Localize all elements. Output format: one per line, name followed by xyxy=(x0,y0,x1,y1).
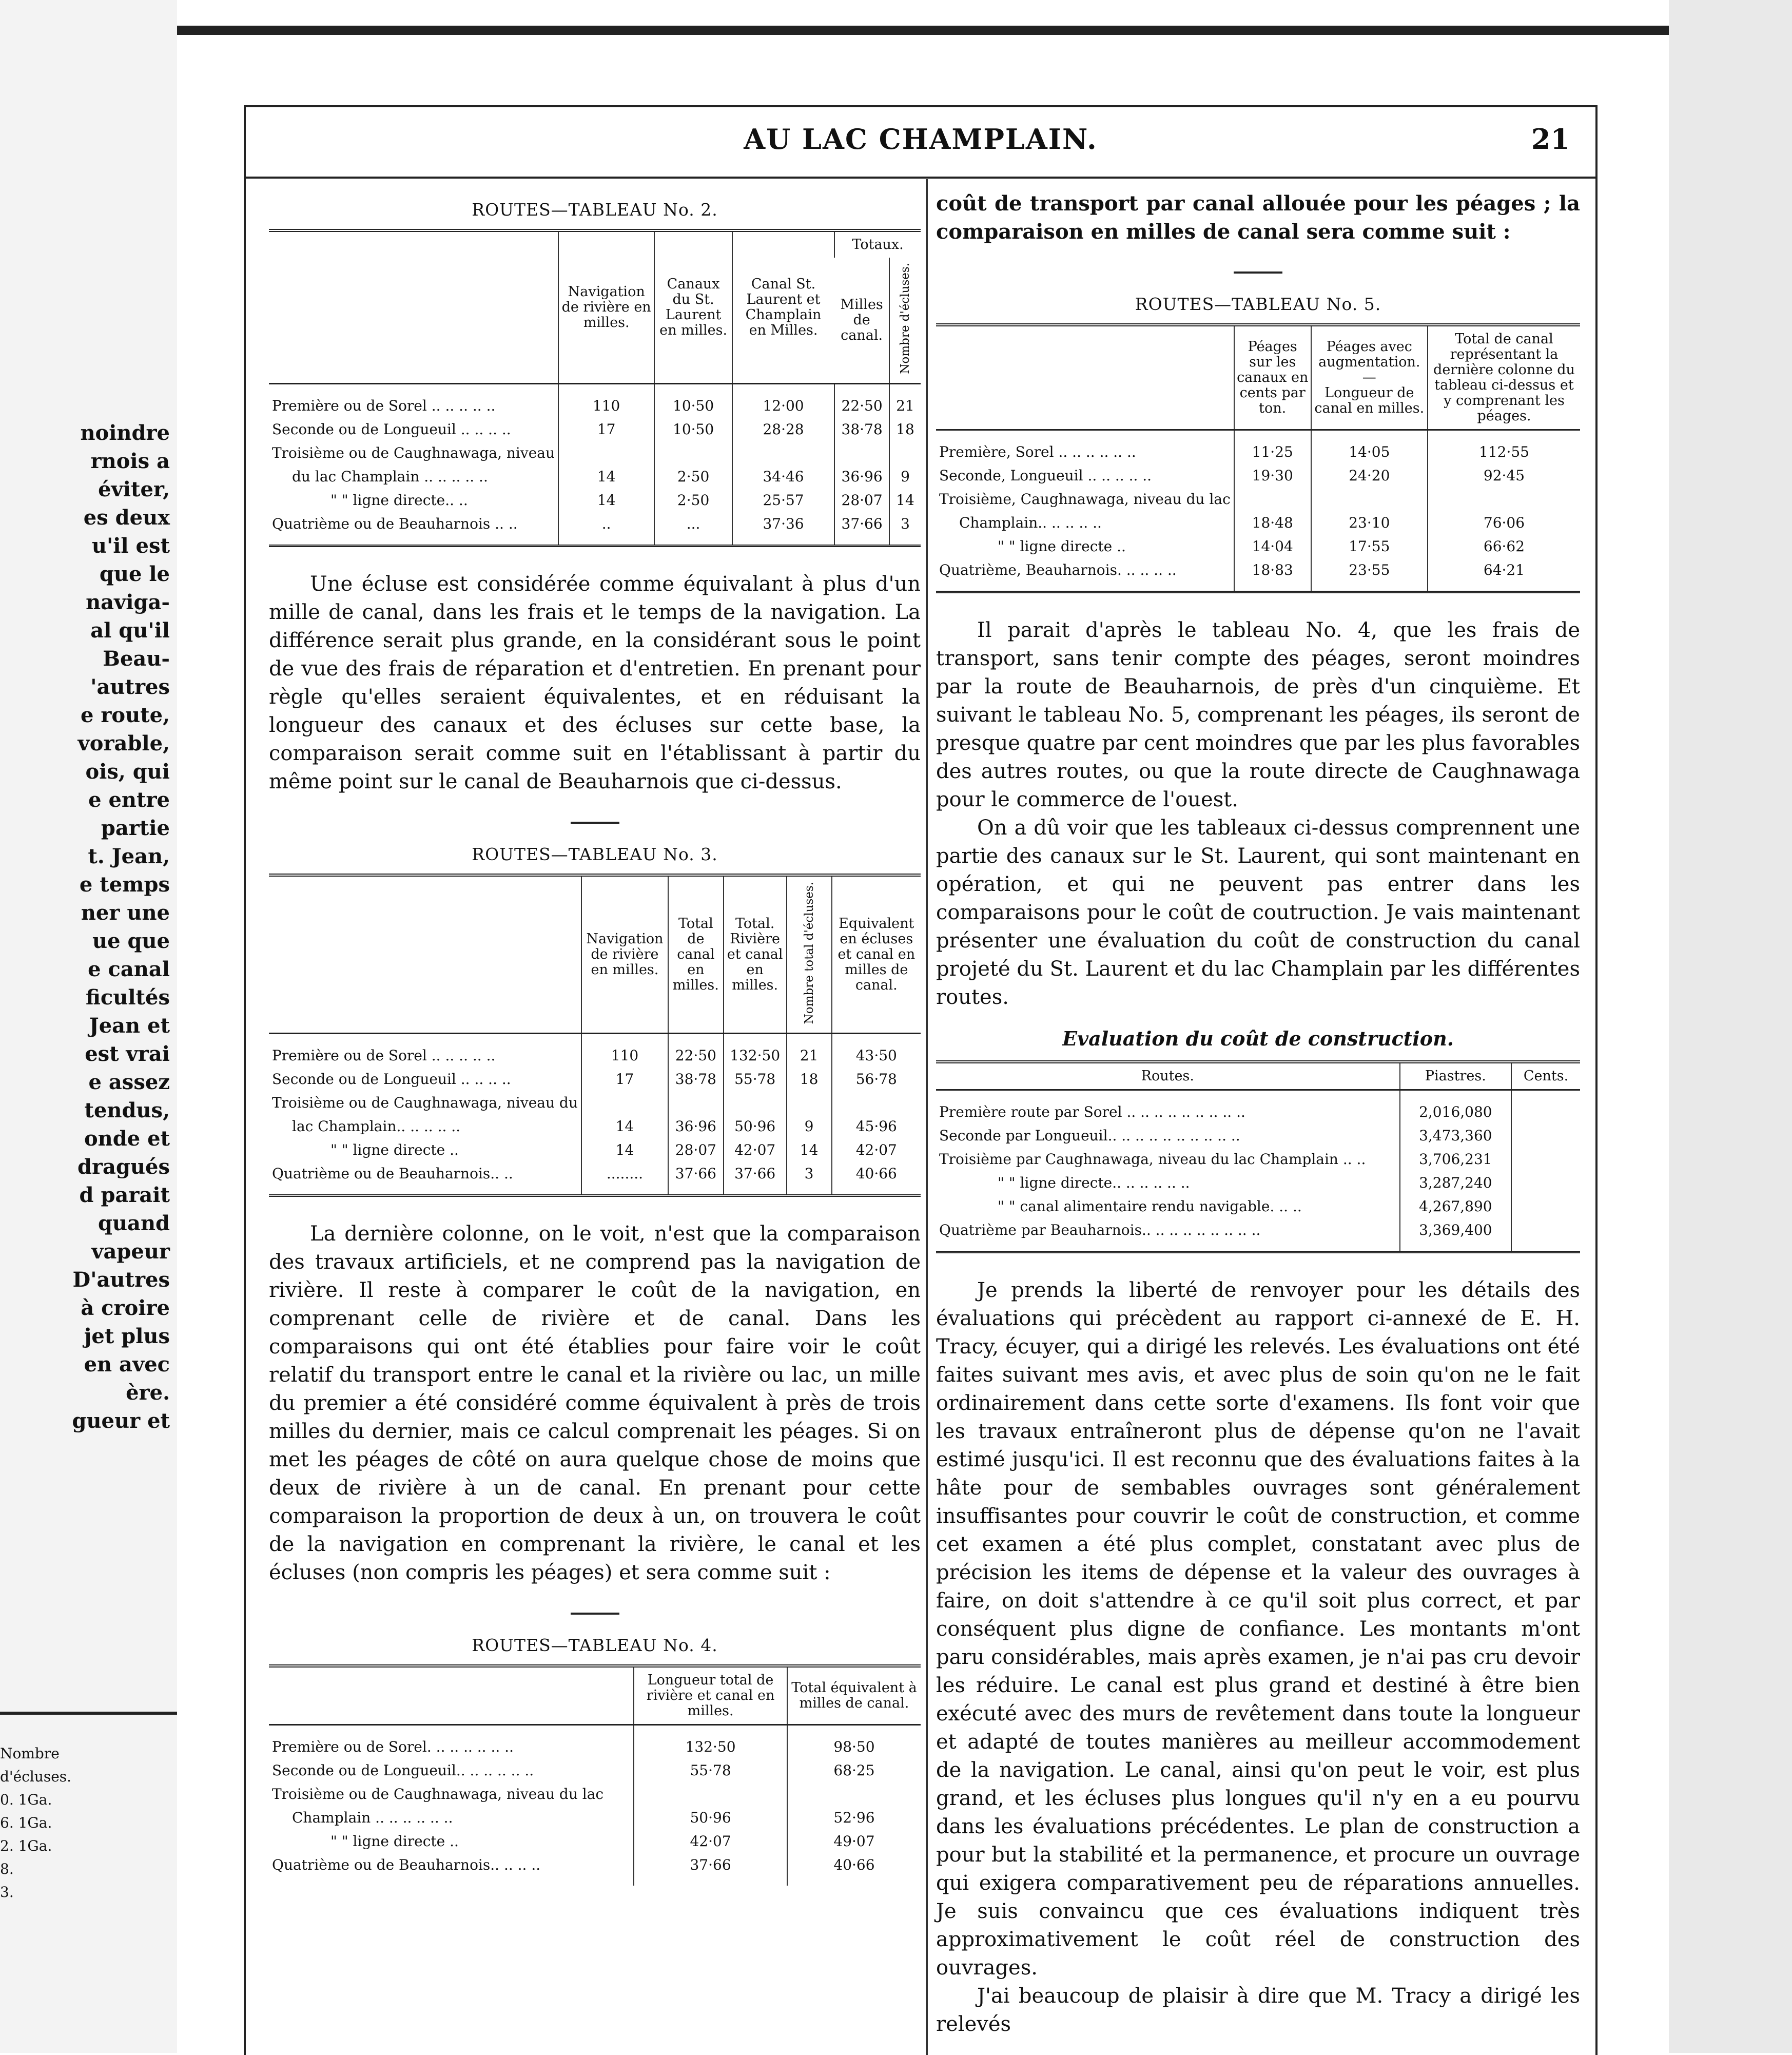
adjacent-text-line: que le xyxy=(99,562,170,586)
page-header xyxy=(246,107,1595,179)
adjacent-text-line: e entre xyxy=(88,788,170,812)
cell-total: 50·96 xyxy=(724,1115,787,1138)
adjacent-page-right xyxy=(1664,0,1792,2053)
cell-nav: 110 xyxy=(558,383,654,418)
adjacent-text-line: e route, xyxy=(80,703,170,727)
table3-header-total: Total. Rivière et canal en milles. xyxy=(724,875,787,1034)
cell-total_canal: 37·66 xyxy=(668,1162,724,1196)
table-row xyxy=(269,1138,921,1162)
cell-total: 112·55 xyxy=(1428,430,1580,464)
row-label: Seconde, Longueuil .. .. .. .. .. xyxy=(939,467,1152,484)
cell-longueur xyxy=(634,1782,787,1806)
running-title: AU LAC CHAMPLAIN. xyxy=(744,123,1098,156)
cell-total: 52·96 xyxy=(787,1806,921,1830)
adjacent-text-line: à croire xyxy=(81,1296,170,1320)
cell-total: 49·07 xyxy=(787,1830,921,1853)
page-number: 21 xyxy=(1531,123,1570,156)
cell-ecluses: 9 xyxy=(889,465,921,489)
adjacent-text-line: Nombre xyxy=(0,1745,60,1762)
adjacent-text-line: 6. 1Ga. xyxy=(0,1814,52,1831)
row-label: " " canal alimentaire rendu navigable. .. .. xyxy=(998,1198,1302,1215)
table4 xyxy=(269,1664,921,1886)
table3-body xyxy=(269,1034,921,1196)
cell-longueur: 23·55 xyxy=(1311,558,1428,592)
table2-header-totaux: Totaux. xyxy=(834,230,921,258)
adjacent-text-line: gueur et xyxy=(72,1409,170,1433)
cell-nav: 110 xyxy=(581,1034,668,1068)
cell-equiv: 56·78 xyxy=(832,1068,921,1091)
cell-equiv: 42·07 xyxy=(832,1138,921,1162)
cell-nav: .. xyxy=(558,512,654,546)
table-row xyxy=(936,535,1580,558)
row-label: Quatrième ou de Beauharnois .. .. xyxy=(272,515,518,532)
adjacent-text-line: ue que xyxy=(92,929,170,953)
table3-header-equiv: Equivalent en écluses et canal en milles de canal. xyxy=(832,875,921,1034)
cell-total: 68·25 xyxy=(787,1759,921,1782)
cell-nav xyxy=(581,1091,668,1115)
row-label: Première ou de Sorel .. .. .. .. .. xyxy=(269,383,558,418)
adjacent-text-line: d'écluses. xyxy=(0,1768,72,1785)
adjacent-text-line: al qu'il xyxy=(90,618,170,643)
table3-header-total-canal: Total de canal en milles. xyxy=(668,875,724,1034)
cell-nav: 14 xyxy=(581,1115,668,1138)
cell-piastres: 4,267,890 xyxy=(1400,1195,1512,1218)
table-row xyxy=(269,465,921,489)
table-row xyxy=(269,1759,921,1782)
cell-total_canal xyxy=(668,1091,724,1115)
cell-piastres: 3,369,400 xyxy=(1400,1218,1512,1252)
cell-total_canal: 28·07 xyxy=(668,1138,724,1162)
row-label: Seconde ou de Longueuil.. .. .. .. .. .. xyxy=(272,1762,534,1779)
cell-milles: 37·66 xyxy=(834,512,889,546)
adjacent-text-line: Jean et xyxy=(89,1014,170,1038)
row-label: Première ou de Sorel. .. .. .. .. .. .. xyxy=(269,1725,634,1759)
table2-header-canaux: Canaux du St. Laurent en milles. xyxy=(654,230,732,383)
cell-canaux: ... xyxy=(654,512,732,546)
cell-ecluses: 21 xyxy=(787,1034,832,1068)
row-label: " " ligne directe .. xyxy=(330,1833,459,1850)
adjacent-text-line: dragués xyxy=(77,1155,170,1179)
cell-canaux: 10·50 xyxy=(654,383,732,418)
cell-canal: 12·00 xyxy=(732,383,834,418)
cell-canaux: 10·50 xyxy=(654,418,732,441)
adjacent-text-line: naviga- xyxy=(86,590,170,614)
table5-header-total: Total de canal représentant la dernière colonne du tableau ci-dessus et y comprenant les péages. xyxy=(1428,325,1580,430)
page xyxy=(177,0,1669,2053)
cell-total xyxy=(724,1091,787,1115)
table5 xyxy=(936,323,1580,593)
adjacent-text-line: 3. xyxy=(0,1884,14,1901)
row-label: Seconde ou de Longueuil .. .. .. .. xyxy=(272,1071,511,1088)
paragraph-5: On a dû voir que les tableaux ci-dessus comprennent une partie des canaux sur le St. Laurent, qui sont maintenant en opération, et qui ne peuvent pas entrer dans les comparaisons pour le coût de coutruction. Je vais maintenant présenter une évaluation du coût de construction du canal projeté du St. Laurent et du lac Champlain par les différentes routes. xyxy=(936,816,1580,1009)
paragraph-7: J'ai beaucoup de plaisir à dire que M. Tracy a dirigé les relevés xyxy=(936,1984,1580,2036)
cell-total xyxy=(1428,488,1580,511)
cell-cents xyxy=(1511,1090,1580,1125)
cell-total: 42·07 xyxy=(724,1138,787,1162)
right-column xyxy=(936,189,1580,2039)
row-label: Quatrième ou de Beauharnois.. .. xyxy=(272,1165,513,1182)
cell-ecluses: 21 xyxy=(889,383,921,418)
adjacent-text-line: partie xyxy=(101,816,170,840)
row-label: Quatrième, Beauharnois. .. .. .. .. xyxy=(939,561,1177,578)
cell-longueur: 55·78 xyxy=(634,1759,787,1782)
cell-canaux: 2·50 xyxy=(654,465,732,489)
cell-canaux xyxy=(654,441,732,465)
table5-header-longueur: Longueur de canal en milles. xyxy=(1314,385,1425,416)
cell-milles: 22·50 xyxy=(834,383,889,418)
table-row xyxy=(269,441,921,465)
paragraph-4: Il parait d'après le tableau No. 4, que les frais de transport, sans tenir compte des péages, seront moindres par la route de Beauharnois, de près d'un cinquième. Et suivant le tableau No. 5, comprenant les péages, ils seront de presque quatre par cent moindres que par les plus favorables des autres routes, ou que la route directe de Caughnawaga pour le commerce de l'ouest. xyxy=(936,618,1580,811)
table-row xyxy=(269,1725,921,1759)
cell-ecluses xyxy=(889,441,921,465)
cell-total: 40·66 xyxy=(787,1853,921,1886)
table-row xyxy=(936,1148,1580,1171)
cell-milles: 36·96 xyxy=(834,465,889,489)
row-label: " " ligne directe.. .. .. .. .. .. xyxy=(998,1174,1190,1191)
left-column xyxy=(269,189,921,1886)
table-row xyxy=(269,418,921,441)
cell-longueur: 17·55 xyxy=(1311,535,1428,558)
paragraph-6: Je prends la liberté de renvoyer pour les détails des évaluations qui précèdent au rapport ci-annexé de E. H. Tracy, écuyer, qui a dirigé les relevés. Les évaluations ont été faites suivant mes avis, et avec plus de soin qu'on ne le fait ordinairement dans cette sorte d'examens. Ils font voir que les travaux entraîneront plus de dépense qu'on ne l'avait estimé jusqu'ici. Il est reconnu que des évaluations faites à la hâte pour de sembables ouvrages sont généralement insuffisantes pour couvrir le coût de construction, et comme cet examen a été plus complet, constatant avec plus de précision les items de dépense et la valeur des ouvrages à faire, on doit s'attendre à ce qu'il soit plus correct, et par conséquent plus digne de confiance. Les montants m'ont paru considérables, mais après examen, je n'ai pas cru devoir les réduire. Le canal est plus grand et destiné à être bien exécuté avec des murs de revêtement dans toute la longueur et adapté de toutes manières au meilleur accommodement de la navigation. Le canal, ainsi qu'on peut le voir, est plus grand, et les écluses plus longues qu'il n'y en a eu pourvu dans les évaluations précédentes. Le plan de construction a pour but la stabilité et la permanence, et procure un ouvrage qui exigera comparativement peu de réparations annuelles. Je suis convaincu que ces évaluations indiquent très approximativement le coût réel de construction des ouvrages. xyxy=(936,1278,1580,1980)
adjacent-text-line: t. Jean, xyxy=(88,844,170,868)
row-label: Quatrième par Beauharnois.. .. .. .. .. .. .. .. .. xyxy=(939,1222,1261,1238)
cell-cents xyxy=(1511,1124,1580,1148)
table-row xyxy=(269,1068,921,1091)
adjacent-text-line: noindre xyxy=(80,421,170,445)
table3-header-nav: Navigation de rivière en milles. xyxy=(581,875,668,1034)
table-row xyxy=(936,1195,1580,1218)
adjacent-text-line: onde et xyxy=(84,1127,170,1151)
cell-canal: 37·36 xyxy=(732,512,834,546)
evaluation-table xyxy=(936,1060,1580,1253)
adjacent-text-line: ficultés xyxy=(85,985,170,1010)
row-label: Première, Sorel .. .. .. .. .. .. xyxy=(936,430,1234,464)
table-row xyxy=(269,1115,921,1138)
adjacent-text-line: ère. xyxy=(126,1381,170,1405)
cell-longueur: 37·66 xyxy=(634,1853,787,1886)
cell-total_canal: 22·50 xyxy=(668,1034,724,1068)
cell-nav: 17 xyxy=(558,418,654,441)
cell-total_canal: 36·96 xyxy=(668,1115,724,1138)
cell-total: 66·62 xyxy=(1428,535,1580,558)
paragraph-3: coût de transport par canal allouée pour les péages ; la comparaison en milles de canal sera comme suit : xyxy=(936,191,1580,244)
table-row xyxy=(936,558,1580,592)
row-label: Première ou de Sorel .. .. .. .. .. xyxy=(269,1034,581,1068)
section-rule xyxy=(1234,272,1282,274)
table-row xyxy=(936,488,1580,511)
cell-peages: 19·30 xyxy=(1234,464,1311,488)
table-row xyxy=(936,464,1580,488)
adjacent-text-line: vapeur xyxy=(91,1239,170,1264)
cell-longueur: 42·07 xyxy=(634,1830,787,1853)
cell-peages: 11·25 xyxy=(1234,430,1311,464)
table3 xyxy=(269,874,921,1197)
cell-ecluses: 14 xyxy=(787,1138,832,1162)
table-row xyxy=(936,1171,1580,1195)
cell-total: 92·45 xyxy=(1428,464,1580,488)
table-row xyxy=(936,1124,1580,1148)
cell-total: 132·50 xyxy=(724,1034,787,1068)
cell-peages: 18·48 xyxy=(1234,511,1311,535)
adjacent-text-line: D'autres xyxy=(72,1268,170,1292)
adjacent-text-line: e canal xyxy=(88,957,170,981)
eval-header-cents: Cents. xyxy=(1511,1062,1580,1090)
row-label: lac Champlain.. .. .. .. .. xyxy=(292,1118,461,1135)
table5-body xyxy=(936,430,1580,592)
cell-peages: 18·83 xyxy=(1234,558,1311,592)
cell-ecluses: 18 xyxy=(889,418,921,441)
adjacent-text-line: 0. 1Ga. xyxy=(0,1791,52,1808)
cell-canal: 28·28 xyxy=(732,418,834,441)
cell-equiv xyxy=(832,1091,921,1115)
table-row xyxy=(936,1090,1580,1125)
table5-header-route xyxy=(936,325,1234,430)
cell-equiv: 43·50 xyxy=(832,1034,921,1068)
cell-nav: 14 xyxy=(581,1138,668,1162)
row-label: Première route par Sorel .. .. .. .. .. .. .. .. .. xyxy=(936,1090,1400,1125)
cell-equiv: 45·96 xyxy=(832,1115,921,1138)
cell-cents xyxy=(1511,1195,1580,1218)
adjacent-text-line: e assez xyxy=(88,1070,170,1094)
cell-equiv: 40·66 xyxy=(832,1162,921,1196)
table2-body xyxy=(269,383,921,546)
table-row xyxy=(936,430,1580,464)
table-row xyxy=(269,512,921,546)
cell-longueur: 24·20 xyxy=(1311,464,1428,488)
adjacent-text-line: d parait xyxy=(79,1183,170,1207)
section-rule xyxy=(571,822,619,824)
cell-total: 55·78 xyxy=(724,1068,787,1091)
adjacent-text-line: e temps xyxy=(79,873,170,897)
paragraph-1: Une écluse est considérée comme équivalant à plus d'un mille de canal, dans les frais et le temps de la navigation. La différence serait plus grande, en la considérant sous le point de vue des frais de réparation et d'entretien. En prenant pour règle qu'elles seraient équivalentes, et en réduisant la longueur des canaux et des écluses sur cette base, la comparaison serait comme suit en l'établissant à partir du même point sur le canal de Beauharnois que ci-dessus. xyxy=(269,572,921,793)
cell-canal: 34·46 xyxy=(732,465,834,489)
table4-header-longueur: Longueur total de rivière et canal en milles. xyxy=(634,1666,787,1725)
adjacent-text-line: tendus, xyxy=(84,1098,170,1122)
row-label: Troisième ou de Caughnawaga, niveau du xyxy=(272,1094,578,1112)
cell-canal: 25·57 xyxy=(732,489,834,512)
cell-piastres: 2,016,080 xyxy=(1400,1090,1512,1125)
row-label: Troisième, Caughnawaga, niveau du lac xyxy=(939,491,1231,508)
row-label: " " ligne directe.. .. xyxy=(330,491,468,509)
table2-title: ROUTES—TABLEAU No. 2. xyxy=(472,200,718,220)
cell-milles: 28·07 xyxy=(834,489,889,512)
table3-title: ROUTES—TABLEAU No. 3. xyxy=(472,844,718,864)
cell-ecluses xyxy=(787,1091,832,1115)
row-label: " " ligne directe .. xyxy=(330,1141,459,1159)
cell-total xyxy=(787,1782,921,1806)
table3-header-ecluses: Nombre total d'écluses. xyxy=(802,881,816,1024)
adjacent-text-line: 8. xyxy=(0,1860,14,1877)
evaluation-title: Evaluation du coût de construction. xyxy=(1062,1027,1454,1050)
cell-total: 76·06 xyxy=(1428,511,1580,535)
table2-header-nav: Navigation de rivière en milles. xyxy=(558,230,654,383)
cell-canaux: 2·50 xyxy=(654,489,732,512)
cell-total: 64·21 xyxy=(1428,558,1580,592)
eval-header-piastres: Piastres. xyxy=(1400,1062,1512,1090)
cell-cents xyxy=(1511,1171,1580,1195)
table-row xyxy=(936,1218,1580,1252)
row-label: du lac Champlain .. .. .. .. .. xyxy=(292,468,488,485)
row-label: Champlain.. .. .. .. .. xyxy=(959,514,1102,531)
table4-header-total: Total équivalent à milles de canal. xyxy=(787,1666,921,1725)
cell-total: 98·50 xyxy=(787,1725,921,1759)
cell-canal xyxy=(732,441,834,465)
cell-total_canal: 38·78 xyxy=(668,1068,724,1091)
adjacent-text-line: ner une xyxy=(81,901,170,925)
table5-header-aug xyxy=(1311,325,1428,430)
eval-header-routes: Routes. xyxy=(936,1062,1400,1090)
row-label: Troisième ou de Caughnawaga, niveau du lac xyxy=(272,1786,604,1803)
table-row xyxy=(269,1830,921,1853)
cell-longueur: 50·96 xyxy=(634,1806,787,1830)
cell-ecluses: 18 xyxy=(787,1068,832,1091)
row-label: Troisième ou de Caughnawaga, niveau xyxy=(272,444,555,461)
cell-piastres: 3,287,240 xyxy=(1400,1171,1512,1195)
table-row xyxy=(269,489,921,512)
table2-header-canal: Canal St. Laurent et Champlain en Milles. xyxy=(732,230,834,383)
adjacent-text-line: 'autres xyxy=(90,675,170,699)
adjacent-text-line: rnois a xyxy=(90,449,170,473)
cell-ecluses: 3 xyxy=(889,512,921,546)
table-row xyxy=(269,383,921,418)
cell-cents xyxy=(1511,1218,1580,1252)
adjacent-text-line: ois, qui xyxy=(85,760,170,784)
section-rule xyxy=(571,1613,619,1615)
cell-longueur xyxy=(1311,488,1428,511)
table-row xyxy=(269,1806,921,1830)
row-label: Seconde ou de Longueuil .. .. .. .. xyxy=(272,420,511,438)
table2-header-ecluses: Nombre d'écluses. xyxy=(899,263,912,374)
cell-total: 37·66 xyxy=(724,1162,787,1196)
adjacent-text-line: est vrai xyxy=(85,1042,170,1066)
adjacent-text-line: vorable, xyxy=(77,731,170,755)
table5-header-dash: — xyxy=(1362,370,1376,385)
adjacent-text-line: es deux xyxy=(83,506,170,530)
table-row xyxy=(269,1091,921,1115)
cell-peages xyxy=(1234,488,1311,511)
cell-peages: 14·04 xyxy=(1234,535,1311,558)
table5-header-aug-label: Péages avec augmentation. xyxy=(1318,339,1420,370)
table-row xyxy=(269,1034,921,1068)
row-label: Troisième par Caughnawaga, niveau du lac Champlain .. .. xyxy=(939,1151,1366,1168)
table2-header-route xyxy=(269,230,558,383)
adjacent-text-line: Beau- xyxy=(103,647,170,671)
cell-milles xyxy=(834,441,889,465)
adjacent-text-line: 2. 1Ga. xyxy=(0,1837,52,1854)
table5-title: ROUTES—TABLEAU No. 5. xyxy=(1135,294,1381,314)
cell-nav: 14 xyxy=(558,465,654,489)
table5-header-peages: Péages sur les canaux en cents par ton. xyxy=(1234,325,1311,430)
table4-header-route xyxy=(269,1666,634,1725)
cell-cents xyxy=(1511,1148,1580,1171)
adjacent-text-line: u'il est xyxy=(91,534,170,558)
cell-milles: 38·78 xyxy=(834,418,889,441)
cell-nav: 14 xyxy=(558,489,654,512)
table4-title: ROUTES—TABLEAU No. 4. xyxy=(472,1635,718,1656)
cell-nav: ........ xyxy=(581,1162,668,1196)
row-label: " " ligne directe .. xyxy=(998,538,1126,555)
adjacent-page-left xyxy=(0,0,180,2053)
scan-edge xyxy=(177,26,1669,35)
cell-ecluses: 14 xyxy=(889,489,921,512)
cell-nav: 17 xyxy=(581,1068,668,1091)
table-row xyxy=(269,1782,921,1806)
table-row xyxy=(936,511,1580,535)
cell-piastres: 3,706,231 xyxy=(1400,1148,1512,1171)
cell-longueur: 132·50 xyxy=(634,1725,787,1759)
row-label: Quatrième ou de Beauharnois.. .. .. .. xyxy=(272,1856,541,1874)
cell-longueur: 23·10 xyxy=(1311,511,1428,535)
column-divider xyxy=(926,179,928,2055)
table-row xyxy=(269,1853,921,1886)
row-label: Champlain .. .. .. .. .. .. xyxy=(292,1809,453,1827)
adjacent-text-line: en avec xyxy=(84,1352,170,1377)
cell-piastres: 3,473,360 xyxy=(1400,1124,1512,1148)
paragraph-2: La dernière colonne, on le voit, n'est que la comparaison des travaux artificiels, et ne comprend pas la navigation de rivière. Il reste à comparer le coût de la navigation, en comprenant celle de rivière et de canal. Dans les comparaisons qui ont été établies pour faire voir le coût relatif du transport entre le canal et la rivière ou lac, un mille du premier a été considéré comme équivalent à près de trois milles du dernier, mais ce calcul comprenait les péages. Si on met les péages de côté on aura quelque chose de moins que deux de rivière à un de canal. En prenant pour cette comparaison la proportion de deux à un, on trouvera le coût de la navigation en comprenant la rivière, le canal et les écluses (non compris les péages) et sera comme suit : xyxy=(269,1222,921,1585)
table-row xyxy=(269,1162,921,1196)
cell-ecluses: 3 xyxy=(787,1162,832,1196)
adjacent-text-line: éviter, xyxy=(98,477,170,501)
cell-ecluses: 9 xyxy=(787,1115,832,1138)
adjacent-text-line: quand xyxy=(98,1211,170,1235)
adjacent-text-line: jet plus xyxy=(84,1324,170,1348)
evaluation-body xyxy=(936,1090,1580,1252)
table2-header-milles: Milles de canal. xyxy=(840,296,883,343)
page-frame xyxy=(244,105,1598,2055)
table2 xyxy=(269,229,921,547)
cell-longueur: 14·05 xyxy=(1311,430,1428,464)
cell-nav xyxy=(558,441,654,465)
table4-body xyxy=(269,1725,921,1886)
row-label: Seconde par Longueuil.. .. .. .. .. .. .. .. .. .. xyxy=(939,1127,1240,1144)
table3-header-route xyxy=(269,875,581,1034)
adjacent-page-rule xyxy=(0,1712,177,1715)
